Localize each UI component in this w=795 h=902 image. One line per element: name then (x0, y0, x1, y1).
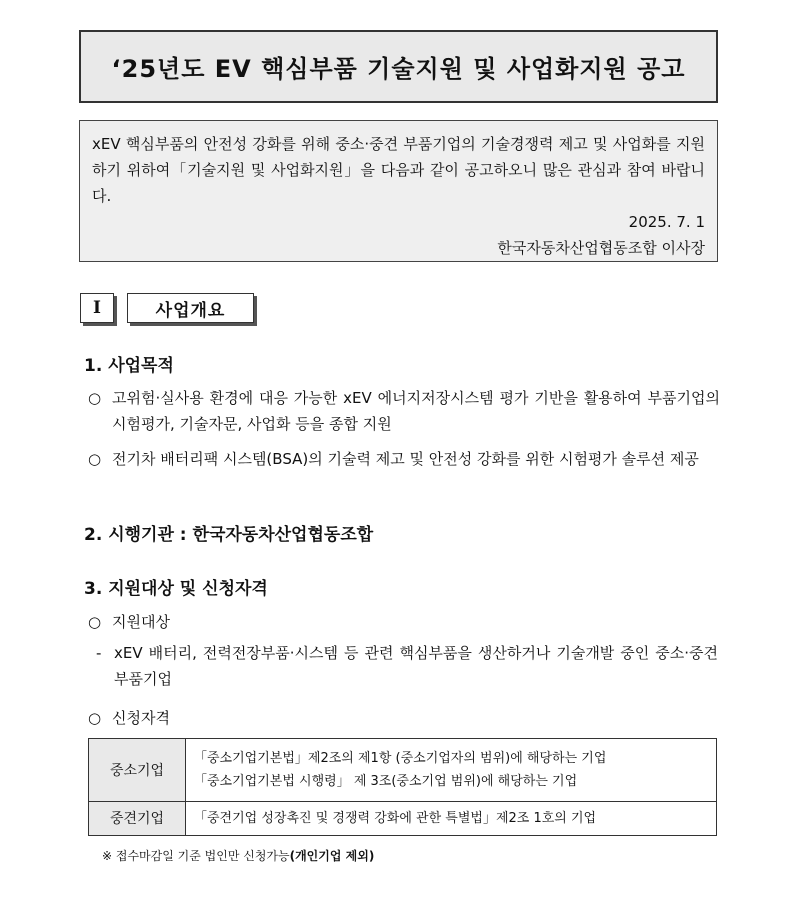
notice-title-box (79, 30, 718, 103)
target-detail-item (96, 640, 718, 692)
notice-title: ‘25년도 EV 핵심부품 기술지원 및 사업화지원 공고 (111, 55, 686, 83)
criteria-line: 「중소기업기본법」제2조의 제1항 (중소기업자의 범위)에 해당하는 기업 (194, 750, 607, 766)
purpose-heading: 1. 사업목적 (84, 356, 174, 376)
notice-date: 2025. 7. 1 (628, 213, 705, 231)
table-row (89, 739, 717, 802)
target-detail: xEV 배터리, 전력전장부품·시스템 등 관련 핵심부품을 생산하거나 기술개발 중인 중소·중견 부품기업 (114, 644, 718, 688)
bullet-mark: ○ (88, 450, 102, 468)
qualification-label: 신청자격 (112, 709, 170, 727)
bullet-mark: ○ (88, 389, 102, 407)
footnote-bold: (개인기업 제외) (289, 849, 375, 863)
bullet-mark: ○ (88, 613, 102, 631)
purpose-item (88, 446, 720, 472)
footnote (102, 847, 374, 864)
dash-mark: - (96, 644, 102, 662)
bullet-mark: ○ (88, 709, 102, 727)
target-item (88, 609, 720, 635)
qualification-table (88, 738, 717, 836)
purpose-item (88, 385, 720, 437)
section-number: I (80, 293, 114, 323)
criteria-cell (186, 801, 717, 835)
purpose-item-text: 전기차 배터리팩 시스템(BSA)의 기술력 제고 및 안전성 강화를 위한 시험평가 솔루션 제공 (112, 450, 699, 468)
qualification-item (88, 705, 720, 731)
criteria-cell (186, 739, 717, 802)
criteria-line: 「중소기업기본법 시행령」 제 3조(중소기업 범위)에 해당하는 기업 (194, 773, 578, 789)
eligibility-heading: 3. 지원대상 및 신청자격 (84, 579, 268, 599)
intro-box (79, 120, 718, 262)
agency-heading: 2. 시행기관 : 한국자동차산업협동조합 (84, 525, 374, 545)
table-row (89, 801, 717, 835)
section-title: 사업개요 (127, 293, 254, 323)
purpose-item-text: 고위험·실사용 환경에 대응 가능한 xEV 에너지저장시스템 평가 기반을 활용하여 부품기업의 시험평가, 기술자문, 사업화 등을 종합 지원 (112, 389, 720, 433)
criteria-line: 「중견기업 성장촉진 및 경쟁력 강화에 관한 특별법」제2조 1호의 기업 (194, 810, 597, 826)
intro-text: xEV 핵심부품의 안전성 강화를 위해 중소·중견 부품기업의 기술경쟁력 제고 및 사업화를 지원하기 위하여「기술지원 및 사업화지원」을 다음과 같이 공고하오니 많은 관심과 참여 바랍니다. (92, 135, 705, 205)
company-type-cell: 중소기업 (89, 739, 186, 802)
target-label: 지원대상 (112, 613, 170, 631)
notice-issuer: 한국자동차산업협동조합 이사장 (497, 239, 705, 257)
footnote-text: ※ 접수마감일 기준 법인만 신청가능 (102, 849, 290, 863)
company-type-cell: 중견기업 (89, 801, 186, 835)
